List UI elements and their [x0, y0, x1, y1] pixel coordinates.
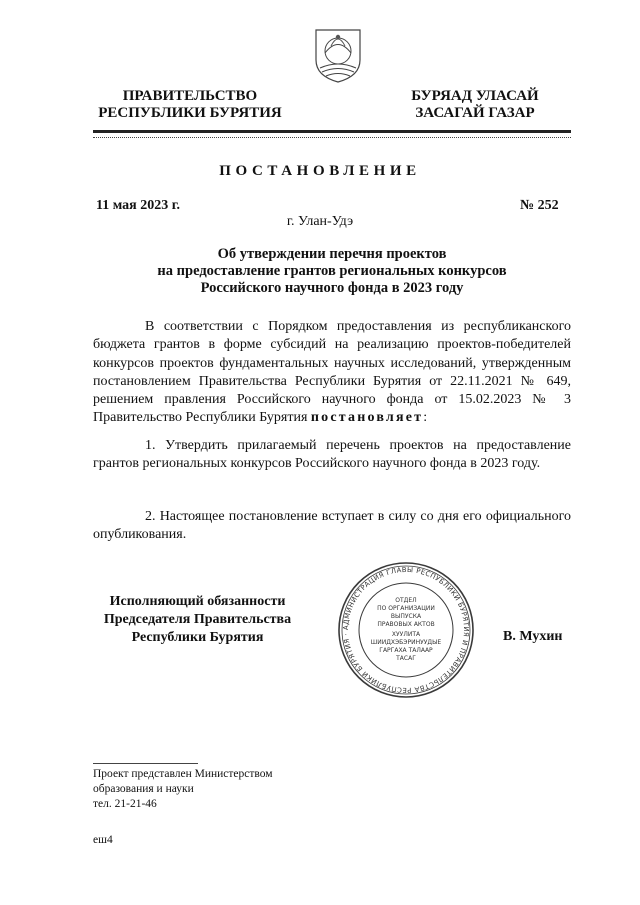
document-type: ПОСТАНОВЛЕНИЕ: [219, 163, 421, 179]
document-code: еш4: [93, 834, 113, 846]
svg-text:ТАСАГ: ТАСАГ: [396, 655, 416, 662]
government-name-buryat: БУРЯАД УЛАСАЙ ЗАСАГАЙ ГАЗАР: [411, 88, 539, 121]
signer-name: В. Мухин: [503, 629, 563, 644]
svg-text:ГАРГАХА ТАЛААР: ГАРГАХА ТАЛААР: [379, 647, 433, 654]
document-city: г. Улан-Удэ: [286, 214, 354, 229]
resolves-keyword: постановляет: [310, 410, 424, 426]
republic-emblem-icon: [312, 26, 364, 84]
svg-text:ПО ОРГАНИЗАЦИИ: ПО ОРГАНИЗАЦИИ: [377, 605, 435, 612]
document-date: 11 мая 2023 г.: [96, 198, 181, 213]
header-dotted-divider: [93, 137, 571, 138]
svg-text:ПРАВОВЫХ АКТОВ: ПРАВОВЫХ АКТОВ: [377, 621, 435, 628]
clause-1-paragraph: 1. Утвердить прилагаемый перечень проектов на предоставление грантов региональных конкурсов Российского научного фонда в 2023 году.: [93, 438, 571, 472]
svg-text:ОТДЕЛ: ОТДЕЛ: [395, 597, 417, 604]
clause-2-paragraph: 2. Настоящее постановление вступает в силу со дня его официального опубликования.: [93, 509, 571, 543]
footnote: Проект представлен Министерством образования и науки тел. 21-21-46: [93, 768, 273, 810]
svg-text:ХУУЛИТА: ХУУЛИТА: [391, 631, 421, 638]
document-number: № 252: [520, 198, 559, 213]
official-seal-stamp: [336, 560, 476, 700]
document-title: Об утверждении перечня проектов на предоставление грантов региональных конкурсов Российского научного фонда в 2023 году: [157, 246, 507, 296]
footnote-divider: [93, 763, 198, 764]
preamble-paragraph: В соответствии с Порядком предоставления из республиканского бюджета грантов в форме субсидий на реализацию проектов-победителей конкурсов проектов фундаментальных научных исследований, утвержденным постановлением Правительства Республики Бурятия от 22.11.2021 № 649, решением правления Российского научного фонда от 15.02.2023 № 3 Правительство Республики Бурятия постановляет:: [93, 319, 571, 426]
svg-text:ШИИДХЭБЭРИНУУДЫЕ: ШИИДХЭБЭРИНУУДЫЕ: [370, 639, 442, 646]
signer-title: Исполняющий обязанности Председателя Правительства Республики Бурятия: [103, 594, 292, 645]
svg-text:ВЫПУСКА: ВЫПУСКА: [390, 613, 422, 620]
header-divider: [93, 130, 571, 133]
government-name-russian: ПРАВИТЕЛЬСТВО РЕСПУБЛИКИ БУРЯТИЯ: [98, 88, 282, 121]
svg-text:АДМИНИСТРАЦИЯ ГЛАВЫ РЕСПУБЛИКИ: АДМИНИСТРАЦИЯ ГЛАВЫ РЕСПУБЛИКИ БУРЯТИЯ И ПРАВИТЕЛЬСТВА РЕСПУБЛИКИ БУРЯТИЯ ·: [341, 565, 471, 695]
